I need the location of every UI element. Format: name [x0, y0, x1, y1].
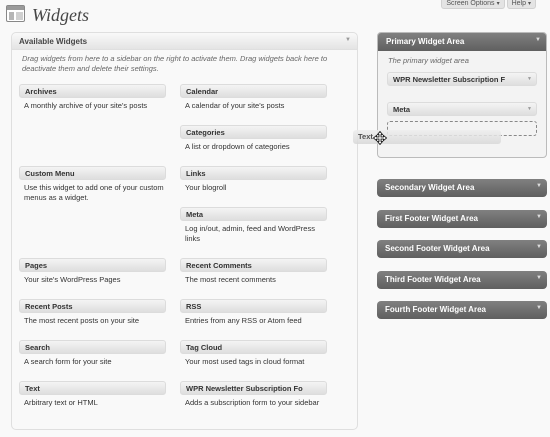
screen-options-button[interactable]	[441, 0, 504, 9]
page-title: Widgets	[32, 5, 89, 25]
toggle-arrow-icon[interactable]: ▼	[536, 214, 542, 220]
widget-tag-cloud	[180, 340, 327, 367]
widget-recent-posts	[19, 299, 166, 326]
sidebar-header[interactable]	[377, 210, 547, 228]
widget-title-bar[interactable]: Text	[19, 381, 166, 395]
widget-search	[19, 340, 166, 367]
dragging-widget[interactable]: Text	[353, 130, 501, 144]
widget-description: Use this widget to add one of your custom menus as a widget.	[24, 183, 164, 202]
widget-description: Adds a subscription form to your sidebar	[185, 398, 320, 407]
sidebar-title: First Footer Widget Area	[385, 214, 478, 223]
widget-archives	[19, 84, 166, 111]
widget-description: Entries from any RSS or Atom feed	[185, 316, 302, 325]
widget-text	[19, 381, 166, 408]
sidebar-title: Primary Widget Area	[386, 37, 465, 46]
widget-pages	[19, 258, 166, 285]
widget-description: Your site's WordPress Pages	[24, 275, 121, 284]
available-widgets-title: Available Widgets	[19, 37, 88, 46]
sidebar-second-footer	[377, 240, 547, 258]
widget-title-bar[interactable]: Tag Cloud	[180, 340, 327, 354]
triangle-down-icon: ▾	[527, 1, 531, 7]
screen-meta-links	[441, 0, 536, 9]
widgets-page-icon	[6, 5, 25, 22]
triangle-down-icon: ▾	[496, 1, 500, 7]
toggle-arrow-icon[interactable]: ▼	[527, 106, 532, 112]
sidebar-widget[interactable]	[387, 102, 537, 116]
widget-description: Log in/out, admin, feed and WordPress links	[185, 224, 315, 243]
widget-description: Your most used tags in cloud format	[185, 357, 305, 366]
sidebar-title: Secondary Widget Area	[385, 183, 475, 192]
available-widgets-header[interactable]	[12, 33, 357, 50]
sidebar-widget-title: WPR Newsletter Subscription F	[393, 75, 506, 84]
widget-wpr-newsletter	[180, 381, 327, 408]
toggle-arrow-icon[interactable]: ▼	[536, 244, 542, 250]
help-label: Help	[511, 0, 526, 7]
widget-title-bar[interactable]: Meta	[180, 207, 327, 221]
sidebar-header[interactable]	[378, 33, 546, 51]
sidebar-widget[interactable]	[387, 72, 537, 86]
screen-options-label: Screen Options	[446, 0, 495, 7]
widget-custom-menu	[19, 166, 166, 203]
widget-title-bar[interactable]: Pages	[19, 258, 166, 272]
widget-calendar	[180, 84, 327, 111]
sidebar-description: The primary widget area	[388, 56, 469, 65]
widget-title-bar[interactable]: Recent Posts	[19, 299, 166, 313]
widget-title-bar[interactable]: RSS	[180, 299, 327, 313]
widget-title-bar[interactable]: Categories	[180, 125, 327, 139]
widget-description: Your blogroll	[185, 183, 227, 192]
help-button[interactable]	[507, 0, 536, 9]
widget-title-bar[interactable]: Calendar	[180, 84, 327, 98]
sidebar-fourth-footer	[377, 301, 547, 319]
widget-description: A search form for your site	[24, 357, 112, 366]
widget-links	[180, 166, 327, 193]
widget-title-bar[interactable]: Archives	[19, 84, 166, 98]
sidebar-secondary	[377, 179, 547, 197]
widget-categories	[180, 125, 327, 152]
widget-description: A list or dropdown of categories	[185, 142, 290, 151]
widget-recent-comments	[180, 258, 327, 285]
widget-description: The most recent posts on your site	[24, 316, 140, 325]
widget-description: Arbitrary text or HTML	[24, 398, 98, 407]
sidebar-first-footer	[377, 210, 547, 228]
sidebar-header[interactable]	[377, 240, 547, 258]
toggle-arrow-icon[interactable]: ▼	[536, 275, 542, 281]
widget-description: The most recent comments	[185, 275, 276, 284]
toggle-arrow-icon[interactable]: ▼	[345, 37, 351, 43]
widget-title-bar[interactable]: Recent Comments	[180, 258, 327, 272]
widget-meta	[180, 207, 327, 244]
sidebar-header[interactable]	[377, 271, 547, 289]
sidebar-title: Second Footer Widget Area	[385, 244, 490, 253]
sidebar-title: Fourth Footer Widget Area	[385, 305, 486, 314]
widget-title-bar[interactable]: WPR Newsletter Subscription Fo	[180, 381, 327, 395]
sidebar-header[interactable]	[377, 301, 547, 319]
available-widgets-description: Drag widgets from here to a sidebar on the right to activate them. Drag widgets back here to deactivate them and delete their settings.	[22, 54, 328, 73]
sidebar-widget-title: Meta	[393, 105, 411, 114]
widget-description: A calendar of your site's posts	[185, 101, 285, 110]
toggle-arrow-icon[interactable]: ▼	[536, 305, 542, 311]
sidebar-third-footer	[377, 271, 547, 289]
widget-description: A monthly archive of your site's posts	[24, 101, 148, 110]
sidebar-header[interactable]	[377, 179, 547, 197]
widget-title-bar[interactable]: Custom Menu	[19, 166, 166, 180]
toggle-arrow-icon[interactable]: ▼	[535, 37, 541, 43]
available-widgets-panel	[11, 32, 358, 430]
move-cursor-icon	[373, 131, 387, 145]
widget-title-bar[interactable]: Links	[180, 166, 327, 180]
sidebar-title: Third Footer Widget Area	[385, 275, 481, 284]
toggle-arrow-icon[interactable]: ▼	[536, 183, 542, 189]
widget-rss	[180, 299, 327, 326]
widget-title-bar[interactable]: Search	[19, 340, 166, 354]
toggle-arrow-icon[interactable]: ▼	[527, 76, 532, 82]
